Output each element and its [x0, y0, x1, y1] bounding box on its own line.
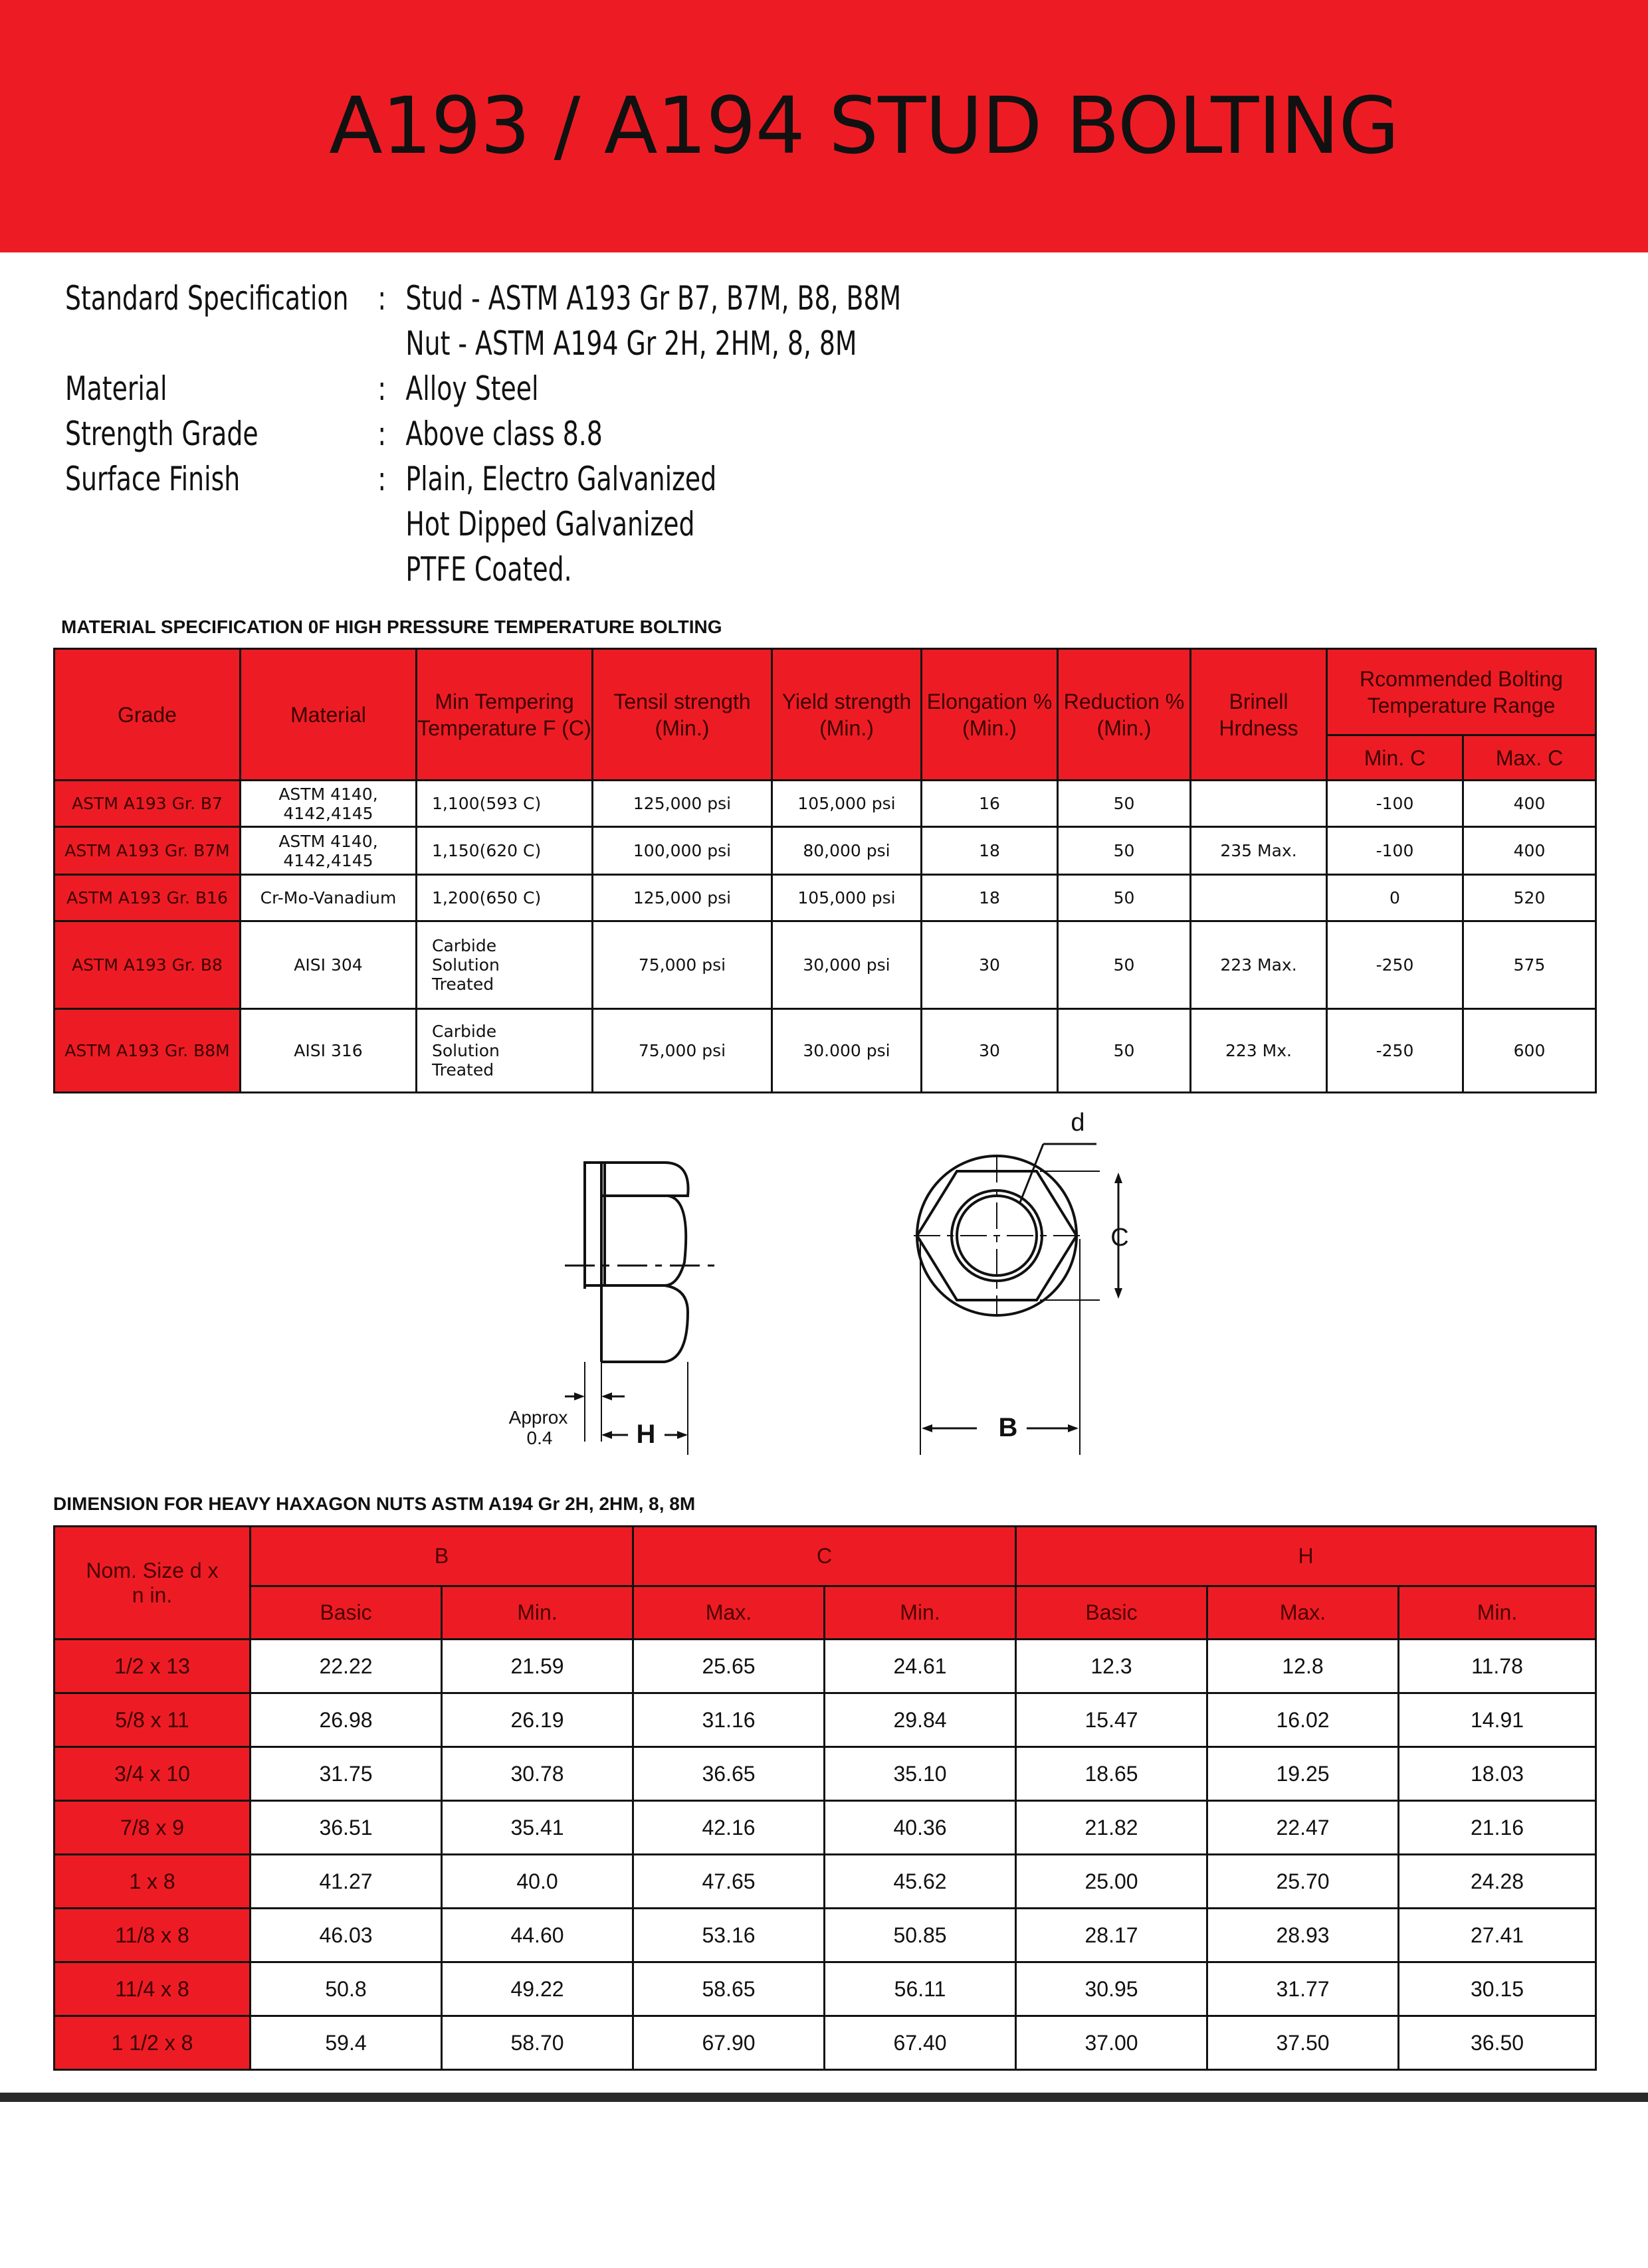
grade-cell: ASTM A193 Gr. B7: [54, 781, 241, 827]
specification-list: [65, 276, 1062, 592]
header-h-min: Min.: [1399, 1586, 1596, 1640]
approx-value: 0.4: [526, 1428, 553, 1448]
value-cell: 36.51: [251, 1801, 442, 1855]
material-table-title: MATERIAL SPECIFICATION 0F HIGH PRESSURE TEMPERATURE BOLTING: [61, 616, 722, 637]
header-b-min: Min.: [442, 1586, 633, 1640]
table-row: [54, 781, 1596, 827]
value-cell: 29.84: [825, 1693, 1016, 1747]
elongation-cell: 30: [922, 921, 1058, 1009]
value-cell: 45.62: [825, 1855, 1016, 1909]
value-cell: 19.25: [1207, 1747, 1399, 1801]
tensile-cell: 125,000 psi: [593, 781, 772, 827]
size-cell: 3/4 x 10: [54, 1747, 251, 1801]
spec-label: Standard Specification: [65, 279, 349, 318]
table-row: [54, 1640, 1596, 1693]
value-cell: 25.70: [1207, 1855, 1399, 1909]
value-cell: 67.90: [633, 2016, 825, 2070]
value-cell: 47.65: [633, 1855, 825, 1909]
grade-cell: ASTM A193 Gr. B8: [54, 921, 241, 1009]
value-cell: 30.78: [442, 1747, 633, 1801]
spec-row: [65, 276, 902, 321]
brinell-cell: 223 Mx.: [1191, 1009, 1327, 1093]
spec-colon: [377, 321, 405, 366]
value-cell: 25.00: [1016, 1855, 1207, 1909]
spec-row: [65, 502, 902, 547]
spec-colon: :: [377, 415, 387, 453]
value-cell: 49.22: [442, 1962, 633, 2016]
min-temp-cell: -100: [1327, 827, 1463, 875]
yield-cell: 30,000 psi: [772, 921, 922, 1009]
size-cell: 1/2 x 13: [54, 1640, 251, 1693]
value-cell: 46.03: [251, 1909, 442, 1962]
elongation-cell: 18: [922, 875, 1058, 921]
table-row: [54, 1693, 1596, 1747]
spec-colon: :: [377, 369, 387, 408]
value-cell: 31.75: [251, 1747, 442, 1801]
value-cell: 28.93: [1207, 1909, 1399, 1962]
value-cell: 35.41: [442, 1801, 633, 1855]
table-row: [54, 1909, 1596, 1962]
spec-row: [65, 321, 902, 366]
elongation-cell: 18: [922, 827, 1058, 875]
yield-cell: 105,000 psi: [772, 875, 922, 921]
value-cell: 16.02: [1207, 1693, 1399, 1747]
max-temp-cell: 600: [1463, 1009, 1596, 1093]
header-h: H: [1016, 1527, 1596, 1586]
tempering-cell: Carbide Solution Treated: [417, 921, 593, 1009]
material-cell: ASTM 4140, 4142,4145: [241, 827, 417, 875]
nut-side-view: [565, 1163, 714, 1455]
tempering-cell: 1,150(620 C): [417, 827, 593, 875]
value-cell: 58.70: [442, 2016, 633, 2070]
spec-label: [65, 502, 377, 547]
header-tensile: Tensil strength (Min.): [593, 649, 772, 781]
spec-label: [65, 547, 377, 592]
spec-value: Stud - ASTM A193 Gr B7, B7M, B8, B8M: [405, 279, 902, 318]
header-min: Min. C: [1327, 735, 1463, 781]
value-cell: 37.50: [1207, 2016, 1399, 2070]
spec-colon: :: [377, 279, 387, 318]
value-cell: 24.28: [1399, 1855, 1596, 1909]
max-temp-cell: 400: [1463, 827, 1596, 875]
value-cell: 40.36: [825, 1801, 1016, 1855]
spec-value: Hot Dipped Galvanized: [405, 505, 695, 543]
value-cell: 18.03: [1399, 1747, 1596, 1801]
spec-colon: [377, 547, 405, 592]
spec-colon: [377, 502, 405, 547]
brinell-cell: 223 Max.: [1191, 921, 1327, 1009]
reduction-cell: 50: [1058, 875, 1191, 921]
spec-label: Surface Finish: [65, 460, 241, 498]
header-max: Max. C: [1463, 735, 1596, 781]
value-cell: 56.11: [825, 1962, 1016, 2016]
dimension-table: [53, 1525, 1597, 2071]
spec-value: Above class 8.8: [405, 415, 603, 453]
spec-row: [65, 411, 902, 456]
value-cell: 27.41: [1399, 1909, 1596, 1962]
grade-cell: ASTM A193 Gr. B8M: [54, 1009, 241, 1093]
tempering-cell: 1,200(650 C): [417, 875, 593, 921]
table-row: [54, 875, 1596, 921]
table-row: [54, 1801, 1596, 1855]
reduction-cell: 50: [1058, 921, 1191, 1009]
hex-nut-diagram: [0, 1096, 1648, 1468]
header-h-basic: Basic: [1016, 1586, 1207, 1640]
value-cell: 12.3: [1016, 1640, 1207, 1693]
value-cell: 44.60: [442, 1909, 633, 1962]
size-cell: 1 1/2 x 8: [54, 2016, 251, 2070]
value-cell: 59.4: [251, 2016, 442, 2070]
tensile-cell: 75,000 psi: [593, 1009, 772, 1093]
spec-value: PTFE Coated.: [405, 550, 572, 589]
header-material: Material: [241, 649, 417, 781]
tensile-cell: 100,000 psi: [593, 827, 772, 875]
value-cell: 30.95: [1016, 1962, 1207, 2016]
tensile-cell: 125,000 psi: [593, 875, 772, 921]
value-cell: 12.8: [1207, 1640, 1399, 1693]
spec-colon: :: [377, 460, 387, 498]
approx-label: Approx: [508, 1407, 568, 1428]
reduction-cell: 50: [1058, 1009, 1191, 1093]
value-cell: 25.65: [633, 1640, 825, 1693]
dimension-h-label: H: [636, 1420, 656, 1449]
material-specification-table: [53, 648, 1597, 1093]
reduction-cell: 50: [1058, 827, 1191, 875]
brinell-cell: [1191, 781, 1327, 827]
table-row: [54, 1009, 1596, 1093]
yield-cell: 30.000 psi: [772, 1009, 922, 1093]
value-cell: 24.61: [825, 1640, 1016, 1693]
title-banner: [0, 0, 1648, 252]
elongation-cell: 16: [922, 781, 1058, 827]
value-cell: 36.50: [1399, 2016, 1596, 2070]
material-cell: ASTM 4140, 4142,4145: [241, 781, 417, 827]
size-cell: 11/4 x 8: [54, 1962, 251, 2016]
value-cell: 26.98: [251, 1693, 442, 1747]
nut-top-view: [914, 1144, 1122, 1455]
footer-divider: [0, 2093, 1648, 2102]
spec-row: [65, 456, 902, 502]
reduction-cell: 50: [1058, 781, 1191, 827]
value-cell: 15.47: [1016, 1693, 1207, 1747]
page-title: A193 / A194 STUD BOLTING: [329, 80, 1399, 171]
value-cell: 28.17: [1016, 1909, 1207, 1962]
header-tempering: Min Tempering Temperature F (C): [417, 649, 593, 781]
grade-cell: ASTM A193 Gr. B7M: [54, 827, 241, 875]
max-temp-cell: 575: [1463, 921, 1596, 1009]
min-temp-cell: 0: [1327, 875, 1463, 921]
spec-value: Nut - ASTM A194 Gr 2H, 2HM, 8, 8M: [405, 324, 857, 363]
table-row: [54, 827, 1596, 875]
header-reduction: Reduction %(Min.): [1058, 649, 1191, 781]
value-cell: 41.27: [251, 1855, 442, 1909]
header-h-max: Max.: [1207, 1586, 1399, 1640]
table-row: [54, 1747, 1596, 1801]
value-cell: 21.82: [1016, 1801, 1207, 1855]
value-cell: 53.16: [633, 1909, 825, 1962]
spec-row: [65, 547, 902, 592]
spec-row: [65, 366, 902, 411]
header-yield: Yield strength (Min.): [772, 649, 922, 781]
tempering-cell: Carbide Solution Treated: [417, 1009, 593, 1093]
value-cell: 21.59: [442, 1640, 633, 1693]
header-nominal-size: Nom. Size d x n in.: [54, 1527, 251, 1640]
header-temperature-range: Rcommended Bolting Temperature Range: [1327, 649, 1596, 735]
value-cell: 42.16: [633, 1801, 825, 1855]
header-brinell: Brinell Hrdness: [1191, 649, 1327, 781]
header-c-max: Max.: [633, 1586, 825, 1640]
value-cell: 50.85: [825, 1909, 1016, 1962]
brinell-cell: 235 Max.: [1191, 827, 1327, 875]
value-cell: 22.47: [1207, 1801, 1399, 1855]
dimension-c-label: C: [1110, 1224, 1129, 1252]
dimension-table-title: DIMENSION FOR HEAVY HAXAGON NUTS ASTM A194 Gr 2H, 2HM, 8, 8M: [53, 1493, 696, 1514]
value-cell: 31.16: [633, 1693, 825, 1747]
value-cell: 50.8: [251, 1962, 442, 2016]
yield-cell: 105,000 psi: [772, 781, 922, 827]
header-c: C: [633, 1527, 1016, 1586]
min-temp-cell: -100: [1327, 781, 1463, 827]
value-cell: 31.77: [1207, 1962, 1399, 2016]
dimension-d-label: d: [1071, 1109, 1085, 1137]
material-cell: AISI 316: [241, 1009, 417, 1093]
size-cell: 11/8 x 8: [54, 1909, 251, 1962]
table-row: [54, 1962, 1596, 2016]
header-grade: Grade: [54, 649, 241, 781]
dimension-b-label: B: [998, 1413, 1018, 1442]
table-row: [54, 921, 1596, 1009]
value-cell: 11.78: [1399, 1640, 1596, 1693]
spec-value: Plain, Electro Galvanized: [405, 460, 717, 498]
min-temp-cell: -250: [1327, 1009, 1463, 1093]
value-cell: 30.15: [1399, 1962, 1596, 2016]
value-cell: 40.0: [442, 1855, 633, 1909]
min-temp-cell: -250: [1327, 921, 1463, 1009]
material-cell: AISI 304: [241, 921, 417, 1009]
header-b: B: [251, 1527, 633, 1586]
max-temp-cell: 520: [1463, 875, 1596, 921]
size-cell: 1 x 8: [54, 1855, 251, 1909]
value-cell: 58.65: [633, 1962, 825, 2016]
table-row: [54, 2016, 1596, 2070]
value-cell: 14.91: [1399, 1693, 1596, 1747]
tensile-cell: 75,000 psi: [593, 921, 772, 1009]
value-cell: 35.10: [825, 1747, 1016, 1801]
header-c-min: Min.: [825, 1586, 1016, 1640]
value-cell: 18.65: [1016, 1747, 1207, 1801]
spec-label: Material: [65, 369, 167, 408]
spec-value: Alloy Steel: [405, 369, 539, 408]
material-cell: Cr-Mo-Vanadium: [241, 875, 417, 921]
yield-cell: 80,000 psi: [772, 827, 922, 875]
value-cell: 67.40: [825, 2016, 1016, 2070]
header-b-basic: Basic: [251, 1586, 442, 1640]
spec-label: [65, 321, 377, 366]
value-cell: 22.22: [251, 1640, 442, 1693]
tempering-cell: 1,100(593 C): [417, 781, 593, 827]
value-cell: 37.00: [1016, 2016, 1207, 2070]
brinell-cell: [1191, 875, 1327, 921]
header-elongation: Elongation %(Min.): [922, 649, 1058, 781]
elongation-cell: 30: [922, 1009, 1058, 1093]
grade-cell: ASTM A193 Gr. B16: [54, 875, 241, 921]
value-cell: 26.19: [442, 1693, 633, 1747]
max-temp-cell: 400: [1463, 781, 1596, 827]
table-row: [54, 1855, 1596, 1909]
value-cell: 21.16: [1399, 1801, 1596, 1855]
size-cell: 5/8 x 11: [54, 1693, 251, 1747]
spec-label: Strength Grade: [65, 415, 258, 453]
value-cell: 36.65: [633, 1747, 825, 1801]
size-cell: 7/8 x 9: [54, 1801, 251, 1855]
